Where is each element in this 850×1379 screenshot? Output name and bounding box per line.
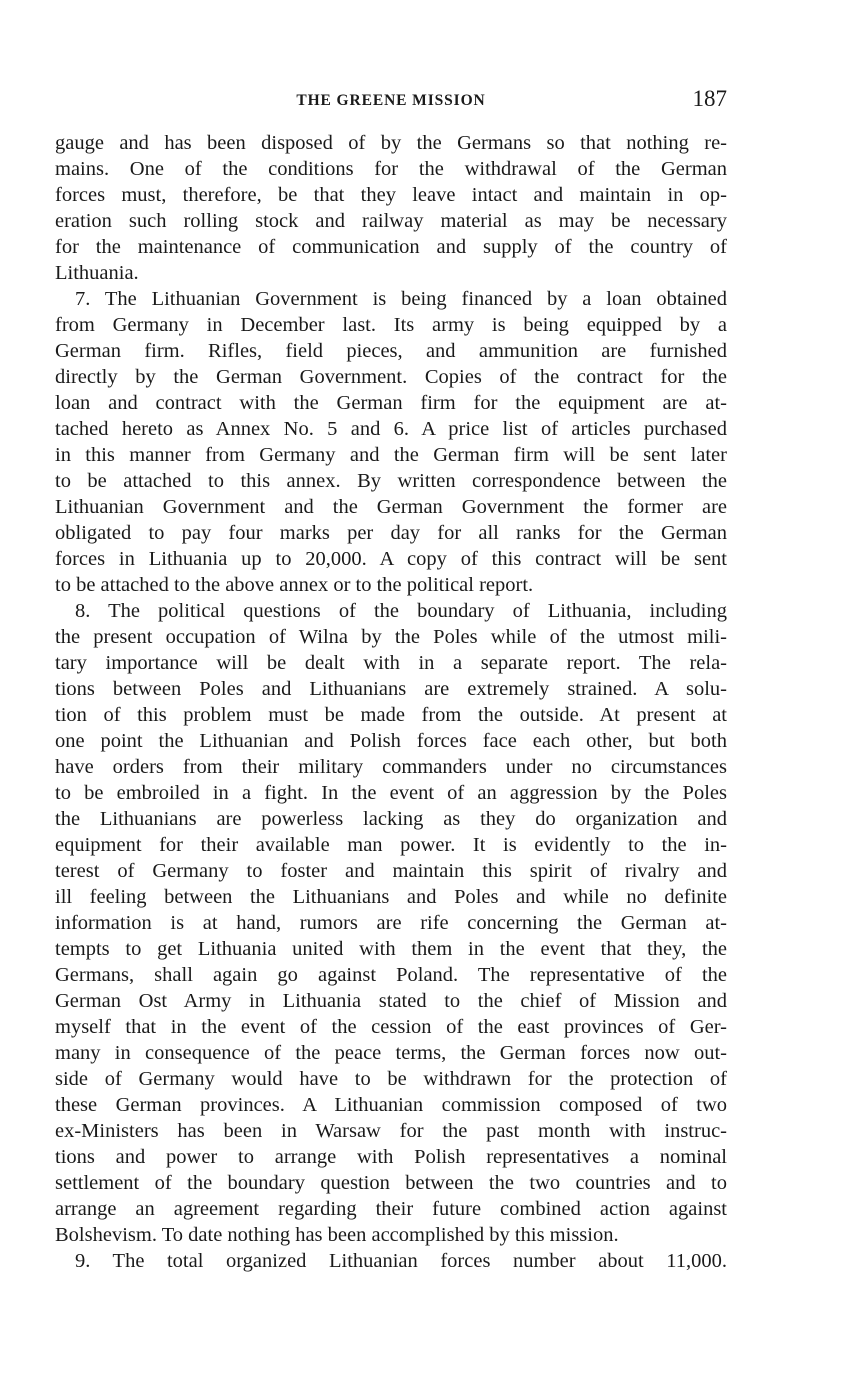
- text-line: tions and power to arrange with Polish representatives a nominal: [55, 1146, 727, 1168]
- text-line: the Lithuanians are powerless lacking as they do organization and: [55, 808, 727, 830]
- text-line: from Germany in December last. Its army is being equipped by a: [55, 314, 727, 336]
- paragraph-continuation: [55, 130, 727, 286]
- text-line: mains. One of the conditions for the withdrawal of the German: [55, 158, 727, 180]
- text-line: 7. The Lithuanian Government is being financed by a loan obtained: [75, 288, 727, 310]
- text-line: tion of this problem must be made from the outside. At present at: [55, 704, 727, 726]
- text-line: to be attached to this annex. By written correspondence between the: [55, 470, 727, 492]
- text-line: arrange an agreement regarding their future combined action against: [55, 1198, 727, 1220]
- text-line: tary importance will be dealt with in a separate report. The rela-: [55, 652, 727, 674]
- text-line: directly by the German Government. Copies of the contract for the: [55, 366, 727, 388]
- text-line: myself that in the event of the cession of the east provinces of Ger-: [55, 1016, 727, 1038]
- paragraph-7: [55, 286, 727, 598]
- body-text: [55, 130, 727, 1274]
- text-line: these German provinces. A Lithuanian commission composed of two: [55, 1094, 727, 1116]
- text-line: forces must, therefore, be that they leave intact and maintain in op-: [55, 184, 727, 206]
- text-line: equipment for their available man power. It is evidently to the in-: [55, 834, 727, 856]
- running-head: [55, 86, 727, 120]
- text-line: information is at hand, rumors are rife concerning the German at-: [55, 912, 727, 934]
- text-line: in this manner from Germany and the German firm will be sent later: [55, 444, 727, 466]
- text-line: one point the Lithuanian and Polish forces face each other, but both: [55, 730, 727, 752]
- text-line: 9. The total organized Lithuanian forces number about 11,000.: [75, 1250, 727, 1272]
- text-line: settlement of the boundary question between the two countries and to: [55, 1172, 727, 1194]
- text-line: tempts to get Lithuania united with them in the event that they, the: [55, 938, 727, 960]
- text-line: Lithuania.: [55, 262, 139, 284]
- text-line: many in consequence of the peace terms, the German forces now out-: [55, 1042, 727, 1064]
- text-line: eration such rolling stock and railway material as may be necessary: [55, 210, 727, 232]
- text-line: Germans, shall again go against Poland. The representative of the: [55, 964, 727, 986]
- text-line: tions between Poles and Lithuanians are extremely strained. A solu-: [55, 678, 727, 700]
- text-line: to be embroiled in a fight. In the event of an aggression by the Poles: [55, 782, 727, 804]
- text-line: loan and contract with the German firm for the equipment are at-: [55, 392, 727, 414]
- text-line: obligated to pay four marks per day for all ranks for the German: [55, 522, 727, 544]
- text-line: German firm. Rifles, field pieces, and ammunition are furnished: [55, 340, 727, 362]
- text-line: terest of Germany to foster and maintain this spirit of rivalry and: [55, 860, 727, 882]
- text-line: forces in Lithuania up to 20,000. A copy of this contract will be sent: [55, 548, 727, 570]
- text-line: ex-Ministers has been in Warsaw for the past month with instruc-: [55, 1120, 727, 1142]
- text-line: to be attached to the above annex or to the political report.: [55, 574, 534, 596]
- page-number: 187: [692, 86, 727, 111]
- text-line: side of Germany would have to be withdrawn for the protection of: [55, 1068, 727, 1090]
- text-line: 8. The political questions of the boundary of Lithuania, including: [75, 600, 727, 622]
- paragraph-9: [55, 1248, 727, 1274]
- text-line: tached hereto as Annex No. 5 and 6. A price list of articles purchased: [55, 418, 727, 440]
- text-line: have orders from their military commanders under no circumstances: [55, 756, 727, 778]
- running-title: THE GREENE MISSION: [296, 92, 486, 109]
- text-line: Lithuanian Government and the German Government the former are: [55, 496, 727, 518]
- text-line: gauge and has been disposed of by the Germans so that nothing re-: [55, 132, 727, 154]
- text-line: German Ost Army in Lithuania stated to the chief of Mission and: [55, 990, 727, 1012]
- text-line: ill feeling between the Lithuanians and Poles and while no definite: [55, 886, 727, 908]
- text-line: for the maintenance of communication and supply of the country of: [55, 236, 727, 258]
- text-line: the present occupation of Wilna by the Poles while of the utmost mili-: [55, 626, 727, 648]
- text-line: Bolshevism. To date nothing has been accomplished by this mission.: [55, 1224, 619, 1246]
- paragraph-8: [55, 598, 727, 1248]
